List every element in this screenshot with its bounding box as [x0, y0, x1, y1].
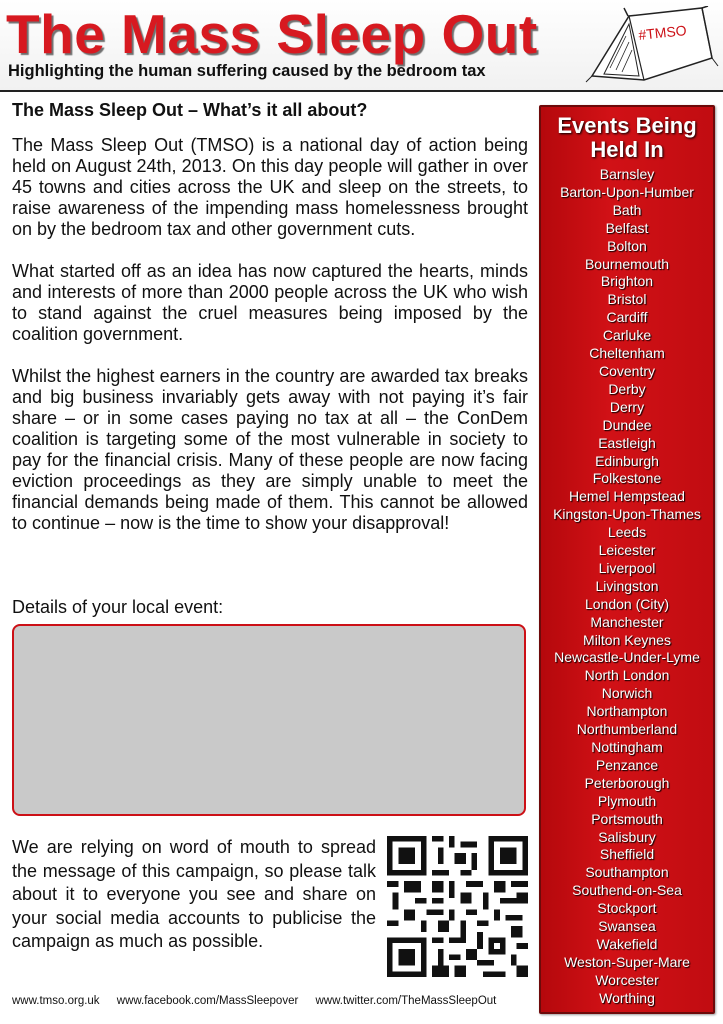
event-location: Bournemouth: [584, 255, 670, 272]
paragraph-3: Whilst the highest earners in the country are awarded tax breaks and big business invariably gets away with not paying it’s fair share – or in some cases paying no tax at all – the ConDem coalition is targeting some of the most vulnerable in society to pay for the financial crisis. Many of these people are now facing eviction proceedings as they are simply unable to meet the financial demands being made of them. This cannot be allowed to continue – now is the time to show your disapproval!: [12, 366, 528, 533]
local-event-details-box: [12, 624, 526, 816]
paragraph-2: What started off as an idea has now captured the hearts, minds and interests of more than 2000 people across the UK who wish to stand against the cruel measures being imposed by the coalition government.: [12, 261, 528, 344]
event-location: Hemel Hempstead: [569, 488, 685, 505]
event-location: Leicester: [598, 542, 656, 559]
events-list: [541, 166, 713, 1008]
facebook-link[interactable]: www.facebook.com/MassSleepover: [116, 995, 299, 1007]
event-location: Southend-on-Sea: [572, 882, 682, 899]
details-label: Details of your local event:: [12, 597, 224, 617]
event-location: Derby: [608, 380, 646, 397]
event-location: London (City): [584, 595, 670, 612]
event-location: Northampton: [586, 703, 668, 720]
event-location: Kingston-Upon-Thames: [553, 506, 701, 523]
word-of-mouth-text: We are relying on word of mouth to spread the message of this campaign, so please talk about it to everyone you see and share on your social media accounts to publicise the campaign as much as possible.: [12, 837, 376, 951]
event-location: Portsmouth: [591, 810, 663, 827]
event-location: Southampton: [585, 864, 669, 881]
event-location: Bristol: [607, 291, 647, 308]
website-link[interactable]: www.tmso.org.uk: [12, 995, 100, 1007]
event-location: Leeds: [607, 524, 647, 541]
event-location: Brighton: [600, 273, 654, 290]
event-location: Salisbury: [598, 828, 656, 845]
event-location: North London: [584, 667, 670, 684]
event-location: Liverpool: [598, 559, 656, 576]
event-location: Carluke: [602, 327, 652, 344]
event-location: Peterborough: [584, 774, 670, 791]
paragraph-1: The Mass Sleep Out (TMSO) is a national day of action being held on August 24th, 2013. On this day people will gather in over 45 towns and cities across the UK and sleep on the streets, to raise awareness of the impending mass homelessness brought on by the bedroom tax and other government cuts.: [12, 135, 528, 239]
event-location: Newcastle-Under-Lyme: [554, 649, 700, 666]
event-location: Manchester: [590, 613, 664, 630]
event-location: Penzance: [595, 756, 659, 773]
event-location: Wakefield: [596, 935, 658, 952]
events-sidebar: [539, 105, 715, 1014]
event-location: Sheffield: [599, 846, 655, 863]
event-location: Belfast: [605, 219, 649, 236]
event-location: Nottingham: [591, 739, 663, 755]
event-location: Worthing: [599, 989, 655, 1006]
event-location: Milton Keynes: [583, 631, 671, 648]
tent-logo-icon: [584, 6, 719, 86]
event-location: Swansea: [598, 918, 656, 935]
page-title: The Mass Sleep Out: [6, 3, 538, 65]
event-location: Dundee: [602, 416, 652, 433]
footer: [12, 995, 532, 1007]
event-location: Northumberland: [576, 721, 678, 738]
event-location: Eastleigh: [598, 434, 656, 451]
event-location: Folkestone: [592, 470, 662, 487]
event-location: Edinburgh: [595, 452, 659, 469]
logo-text: #TMSO: [637, 22, 688, 43]
event-location: Bolton: [607, 237, 647, 254]
section-heading: The Mass Sleep Out – What’s it all about?: [12, 100, 368, 120]
event-location: Cardiff: [606, 309, 648, 326]
event-location: Barton-Upon-Humber: [560, 183, 694, 200]
event-location: Weston-Super-Mare: [564, 953, 690, 970]
main-content: [12, 100, 528, 555]
event-location: Cheltenham: [589, 345, 665, 362]
sidebar-title-line1: Events Being: [557, 113, 697, 138]
event-location: Bath: [612, 201, 642, 218]
event-location: Stockport: [597, 900, 657, 917]
event-location: Norwich: [601, 685, 653, 702]
event-location: Livingston: [595, 577, 659, 594]
sidebar-title-line2: Held In: [590, 137, 664, 162]
header: [0, 0, 723, 92]
twitter-link[interactable]: www.twitter.com/TheMassSleepOut: [315, 995, 497, 1007]
event-location: Barnsley: [599, 166, 655, 182]
qr-code-icon: [387, 835, 528, 978]
event-location: Derry: [609, 398, 645, 415]
event-location: Plymouth: [597, 792, 657, 809]
sidebar-title: [541, 114, 713, 162]
event-location: Coventry: [598, 362, 656, 379]
event-location: Worcester: [595, 971, 659, 988]
page-subtitle: Highlighting the human suffering caused by the bedroom tax: [8, 62, 486, 80]
